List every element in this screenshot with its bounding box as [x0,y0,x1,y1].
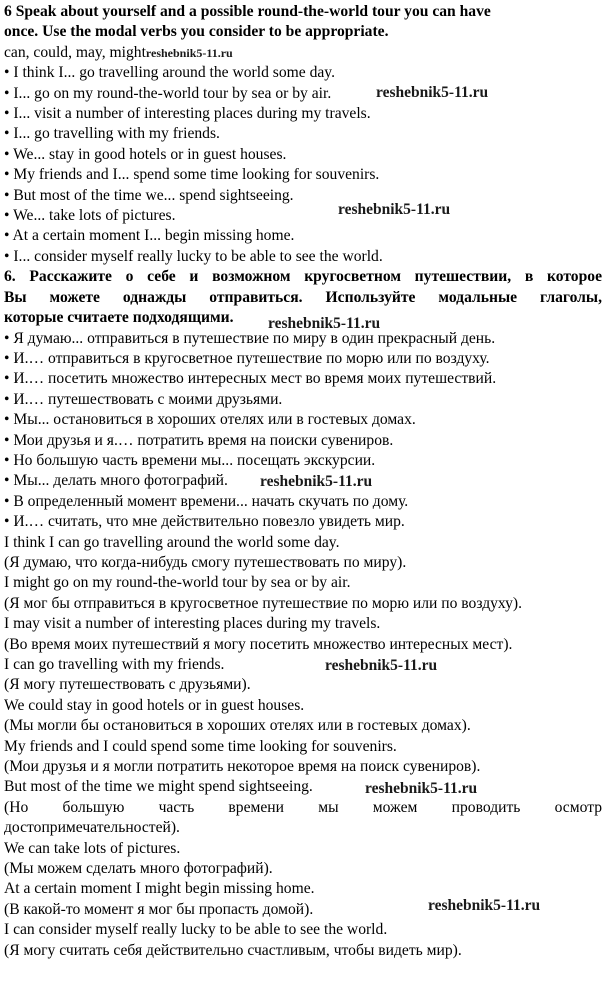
task-ru-item: • В определенный момент времени... начать скучать по дому. [4,492,409,510]
task-ru-item: • Мои друзья и я.… потратить время на поиски сувениров. [4,431,394,449]
watermark: reshebnik5-11.ru [325,657,438,674]
answer-line: (Но большую часть времени мы можем проводить осмотр [4,798,602,816]
answer-line: (Я мог бы отправиться в кругосветное путешествие по морю или по воздуху). [4,594,523,612]
answer-line: We could stay in good hotels or in guest houses. [4,696,305,714]
task-en-item: • But most of the time we... spend sightseeing. [4,186,294,204]
answer-line: (Я могу путешествовать с друзьями). [4,676,251,694]
task-en-heading-line-1: 6 Speak about yourself and a possible round-the-world tour you can have [4,3,491,20]
answer-line: (Мы можем сделать много фотографий). [4,860,273,878]
answer-line: We can take lots of pictures. [4,839,181,857]
task-en-item: • I... consider myself really lucky to be able to see the world. [4,247,383,265]
task-ru-item: • Но большую часть времени мы... посещать экскурсии. [4,451,376,469]
task-en-item: • I... visit a number of interesting places during my travels. [4,105,371,123]
task-ru-heading-line-1: 6. Расскажите о себе и возможном кругосветном путешествии, в которое [4,268,602,286]
task-ru-item: • Мы... делать много фотографий. [4,472,228,490]
answer-line: At a certain moment I might begin missing home. [4,880,315,898]
task-ru-item: • И.… отправиться в кругосветное путешествие по морю или по воздуху. [4,349,490,367]
watermark: reshebnik5-11.ru [268,315,381,332]
answer-line: My friends and I could spend some time looking for souvenirs. [4,737,397,755]
answer-line: I can go travelling with my friends. [4,656,225,673]
task-en-heading-line-2: once. Use the modal verbs you consider to be appropriate. [4,23,389,41]
task-en-item: • I think I... go travelling around the world some day. [4,64,335,82]
answer-line: (Во время моих путешествий я могу посетить множество интересных мест). [4,635,513,653]
answer-line: (Я думаю, что когда-нибудь смогу путешествовать по миру). [4,553,407,571]
task-en-item: • We... stay in good hotels or in guest houses. [4,145,287,163]
modal-verbs-line [4,43,602,63]
task-en-item: • My friends and I... spend some time looking for souvenirs. [4,166,380,184]
watermark: reshebnik5-11.ru [338,201,451,218]
task-ru-item: • И.… посетить множество интересных мест во время моих путешествий. [4,370,497,388]
modal-verbs: can, could, may, might [4,43,146,61]
answer-line: (Мы могли бы остановиться в хороших отелях или в гостевых домах). [4,717,471,735]
task-ru-heading-line-3: которые считаете подходящими. [4,309,234,327]
task-en-item: • I... go travelling with my friends. [4,125,220,143]
watermark: reshebnik5-11.ru [376,84,489,101]
task-en-item: • We... take lots of pictures. [4,207,176,225]
answer-line: I might go on my round-the-world tour by sea or by air. [4,574,351,592]
task-ru-item: • Мы... остановиться в хороших отелях или в гостевых домах. [4,411,416,429]
answer-line: (Я могу считать себя действительно счастливым, чтобы видеть мир). [4,941,462,959]
answer-line: достопримечательностей). [4,819,180,837]
answer-line: But most of the time we might spend sightseeing. [4,778,313,796]
answer-line: (В какой-то момент я мог бы пропасть домой). [4,900,314,918]
answer-line: I think I can go travelling around the world some day. [4,533,340,551]
watermark: reshebnik5-11.ru [260,473,373,490]
task-ru-item: • И.… считать, что мне действительно повезло увидеть мир. [4,513,405,531]
watermark-inline: reshebnik5-11.ru [145,45,233,60]
task-ru-item: • Я думаю... отправиться в путешествие по миру в один прекрасный день. [4,329,496,347]
task-ru-heading-line-2: Вы можете однажды отправиться. Используйте модальные глаголы, [4,288,602,306]
task-ru-item: • И.… путешествовать с моими друзьями. [4,390,283,408]
watermark: reshebnik5-11.ru [428,897,541,914]
answer-line: (Мои друзья и я могли потратить некоторое время на поиск сувениров). [4,758,481,776]
answer-line: I can consider myself really lucky to be able to see the world. [4,921,388,939]
task-en-item: • I... go on my round-the-world tour by sea or by air. [4,84,332,102]
answer-line: I may visit a number of interesting places during my travels. [4,615,381,633]
task-en-item: • At a certain moment I... begin missing home. [4,227,295,245]
watermark: reshebnik5-11.ru [365,780,478,797]
